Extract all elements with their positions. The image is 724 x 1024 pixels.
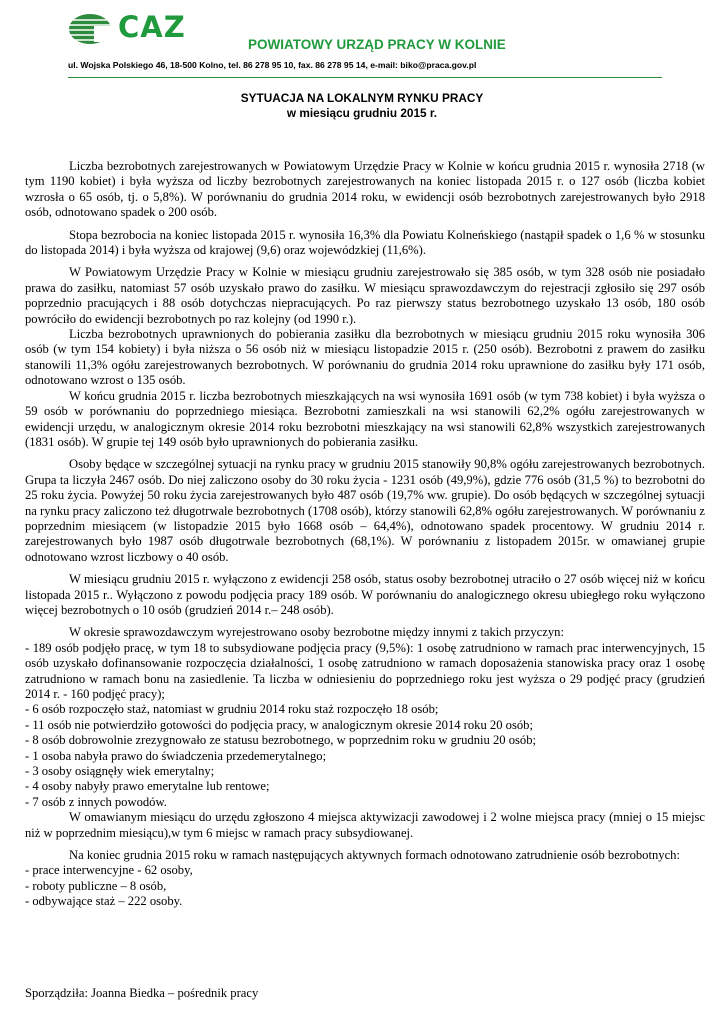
office-address: ul. Wojska Polskiego 46, 18-500 Kolno, tel. 86 278 95 10, fax. 86 278 95 14, e-mail: biko@praca.gov.pl: [68, 60, 477, 70]
document-body: [25, 159, 705, 910]
paragraph-10: Na koniec grudnia 2015 roku w ramach następujących aktywnych formach odnotowano zatrudnienie osób bezrobotnych:: [69, 848, 680, 863]
paragraph-9: W omawianym miesiącu do urzędu zgłoszono 4 miejsca aktywizacji zawodowej i 2 wolne miejsca pracy (mniej o 15 miejsc niż w poprzednim miesiącu),w tym 6 miejsc w ramach pracy subsydiowanej.: [25, 810, 705, 840]
paragraph-6: Osoby będące w szczególnej sytuacji na rynku pracy w grudniu 2015 stanowiły 90,8% ogółu zarejestrowanych bezrobotnych. Grupa ta liczyła 2467 osób. Do niej zaliczono osoby do 30 roku życia - 1231 osób (49,9%), gdzie 776 osób (31,5 %) to bezrobotni do 25 roku życia. Powyżej 50 roku życia zarejestrowanych było 487 osób (19,7% ww. grupie). Do osób będących w szczególnej sytuacji na rynku pracy zaliczono też długotrwale bezrobotnych (1708 osób), którzy stanowili 62,8% ogółu zarejestrowanych. W porównaniu z poprzednim miesiącem (w listopadzie 2015 było 1668 osób – 64,4%), odnotowano spadek procentowy. W grudniu 2014 r. zarejestrowanych było 1987 osób długotrwale bezrobotnych (68,1%). W porównaniu z listopadem 2015r. w omawianej grupie odnotowano wzrost liczbowy o 40 osób.: [25, 457, 705, 564]
header-divider: [68, 77, 662, 78]
signature: Sporządziła: Joanna Biedka – pośrednik pracy: [25, 986, 259, 1000]
paragraph-4: Liczba bezrobotnych uprawnionych do pobierania zasiłku dla bezrobotnych w miesiącu grudniu 2015 roku wynosiła 306 osób (w tym 154 kobiety) i była niższa o 56 osób niż w miesiącu listopadzie 2015 r. (250 osób). Bezrobotni z prawem do zasiłku stanowili 11,3% ogółu zarejestrowanych bezrobotnych. W porównaniu do grudnia 2014 roku uprawnione do zasiłku były 171 osób, odnotowano wzrost o 135 osób.: [25, 327, 705, 388]
list-item: - odbywające staż – 222 osoby.: [25, 894, 183, 909]
letterhead: [0, 0, 724, 82]
list-item: - 3 osoby osiągnęły wiek emerytalny;: [25, 764, 215, 779]
paragraph-2: Stopa bezrobocia na koniec listopada 2015 r. wynosiła 16,3% dla Powiatu Kolneńskiego (nastąpił spadek o 1,6 % w stosunku do listopada 2014) i była wyższa od krajowej (9,6) oraz wojewódzkiej (11,6%).: [25, 227, 705, 258]
title-line-1: SYTUACJA NA LOKALNYM RYNKU PRACY: [240, 91, 484, 105]
office-name: POWIATOWY URZĄD PRACY W KOLNIE: [248, 37, 506, 52]
list-item: - 11 osób nie potwierdziło gotowości do podjęcia pracy, w analogicznym okresie 2014 roku 20 osób;: [25, 717, 533, 732]
paragraph-7: W miesiącu grudniu 2015 r. wyłączono z ewidencji 258 osób, status osoby bezrobotnej utraciło o 27 osób więcej niż w końcu listopada 2015 r.. Wyłączono z powodu podjęcia pracy 189 osób. W porównaniu do analogicznego okresu ubiegłego roku wyłączono więcej bezrobotnych o 10 osób (grudzień 2014 r.– 248 osób).: [25, 572, 705, 617]
title-line-2: w miesiącu grudniu 2015 r.: [286, 106, 438, 120]
paragraph-5: W końcu grudnia 2015 r. liczba bezrobotnych mieszkających na wsi wynosiła 1691 osób (w tym 738 kobiet) i była wyższa o 59 osób w porównaniu do poprzedniego miesiąca. Bezrobotni zamieszkali na wsi stanowili 62,2% ogółu zarejestrowanych w ewidencji urzędu, w analogicznym okresie 2014 roku bezrobotni mieszkający na wsi stanowili 62,8% wszystkich zarejestrowanych (1831 osób). W grupie tej 149 osób było uprawnionych do pobierania zasiłku.: [25, 388, 705, 449]
list-item: - 6 osób rozpoczęło staż, natomiast w grudniu 2014 roku staż rozpoczęło 18 osób;: [25, 702, 439, 717]
list-item: - 8 osób dobrowolnie zrezygnowało ze statusu bezrobotnego, w poprzednim roku w grudniu 20 osób;: [25, 733, 536, 748]
list-item: - roboty publiczne – 8 osób,: [25, 878, 167, 893]
list-item: - 4 osoby nabyły prawo emerytalne lub rentowe;: [25, 779, 270, 794]
logo-text: CAZ: [118, 10, 186, 44]
paragraph-1: Liczba bezrobotnych zarejestrowanych w Powiatowym Urzędzie Pracy w Kolnie w końcu grudnia 2015 r. wynosiła 2718 (w tym 1190 kobiet) i była wyższa od liczby bezrobotnych zarejestrowanych na koniec listopada 2015 r. o 127 osób (liczba kobiet wzrosła o 65 osób, tj. o 5,8%). W porównaniu do grudnia 2014 roku, w ewidencji osób bezrobotnych zarejestrowanych było 2918 osób, odnotowano spadek o 200 osób.: [25, 159, 705, 220]
document-title: [0, 91, 724, 121]
paragraph-8: W okresie sprawozdawczym wyrejestrowano osoby bezrobotne między innymi z takich przyczyn:: [69, 625, 564, 640]
list-item: - 1 osoba nabyła prawo do świadczenia przedemerytalnego;: [25, 748, 327, 763]
list-item: - 7 osób z innych powodów.: [25, 794, 167, 809]
list-item: - 189 osób podjęło pracę, w tym 18 to subsydiowane podjęcia pracy (9,5%): 1 osobę zatrudniono w ramach prac interwencyjnych, 15 osób uzyskało dofinansowanie rozpoczęcia działalności, 1 osobę zatrudniono w ramach doposażenia stanowiska pracy oraz 1 osobę zatrudniono w ramach bonu na zasiedlenie. Ta liczba w odniesieniu do poprzedniego roku jest wyższa o 29 podjęć pracy (grudzień 2014 r. - 160 podjęć pracy);: [25, 640, 705, 701]
paragraph-3: W Powiatowym Urzędzie Pracy w Kolnie w miesiącu grudniu zarejestrowało się 385 osób, w tym 328 osób nie posiadało prawa do zasiłku, natomiast 57 osób uzyskało prawo do zasiłku. W miesiącu sprawozdawczym do rejestracji zgłosiło się 297 osób poprzednio pracujących i 88 osób dotychczas niepracujących. Po raz pierwszy status bezrobotnego uzyskało 13 osób, 180 osób powróciło do ewidencji bezrobotnych po raz kolejny (od 1990 r.).: [25, 265, 705, 326]
list-item: - prace interwencyjne - 62 osoby,: [25, 863, 193, 878]
